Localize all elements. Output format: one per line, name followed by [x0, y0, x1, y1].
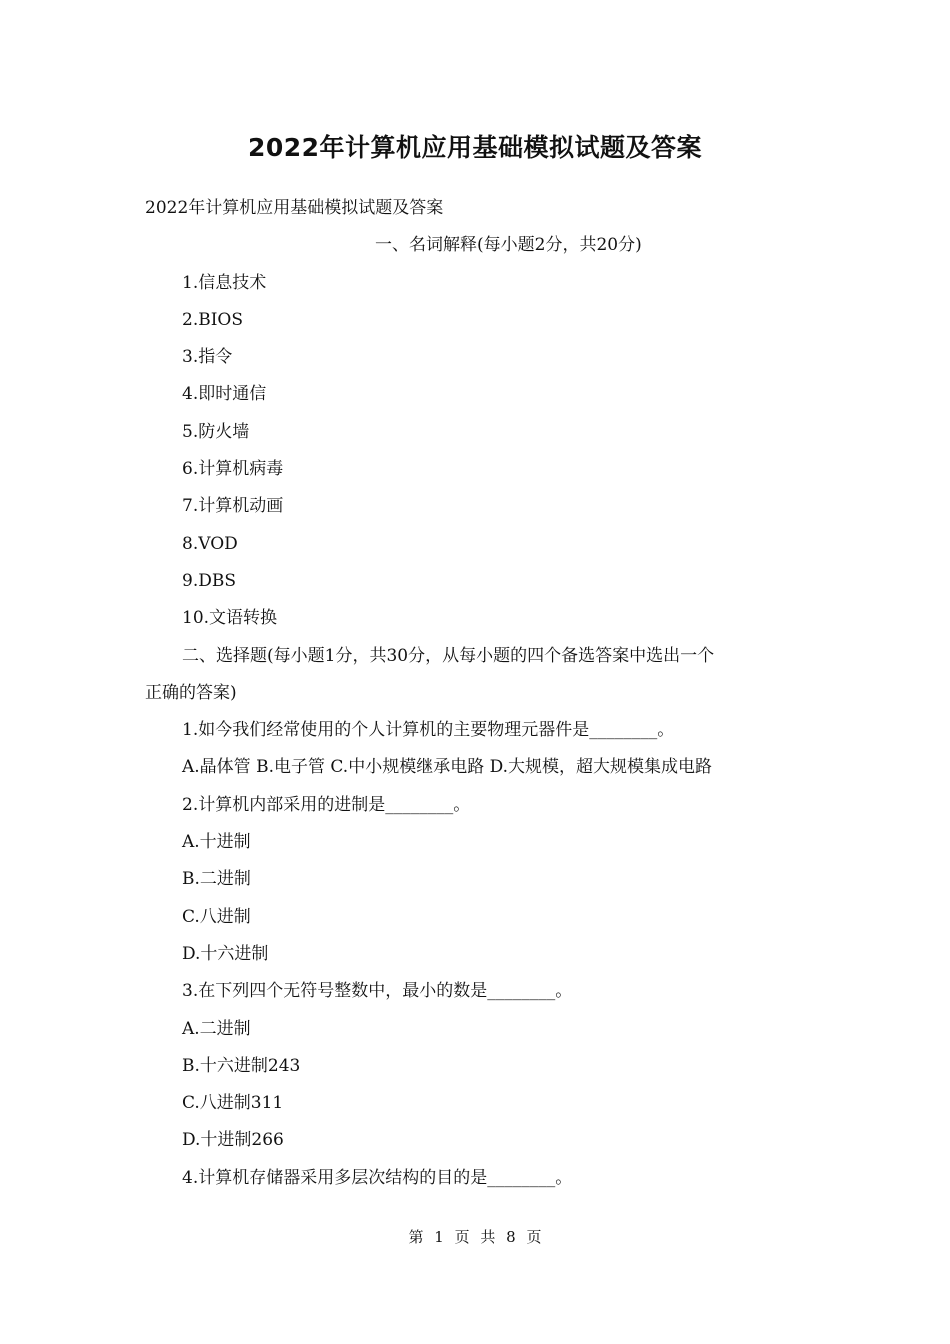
list-item: 8.VOD: [182, 533, 238, 554]
list-item: 6.计算机病毒: [182, 459, 284, 480]
question-line: 1.如今我们经常使用的个人计算机的主要物理元器件是________。: [182, 720, 675, 741]
section1-list: [145, 265, 805, 638]
list-item: 2.BIOS: [182, 309, 244, 330]
list-item: 9.DBS: [182, 570, 236, 591]
list-item: 10.文语转换: [182, 608, 278, 629]
document-subtitle: 2022年计算机应用基础模拟试题及答案: [145, 198, 444, 218]
section2-list: [145, 712, 805, 1197]
question-line: 3.在下列四个无符号整数中，最小的数是________。: [182, 981, 573, 1002]
section2-heading: 二、选择题(每小题1分，共30分，从每小题的四个备选答案中选出一个: [182, 645, 715, 666]
page-footer: 第 1 页 共 8 页: [408, 1228, 542, 1246]
list-item: 1.信息技术: [182, 272, 267, 293]
option-line: D.十六进制: [182, 943, 269, 964]
option-line: C.八进制311: [182, 1093, 284, 1114]
list-item: 5.防火墙: [182, 421, 250, 442]
document-body: [145, 190, 805, 1197]
option-line: A.二进制: [182, 1018, 251, 1039]
option-line: D.十进制266: [182, 1130, 284, 1151]
option-line: A.十进制: [182, 832, 251, 853]
question-line: 4.计算机存储器采用多层次结构的目的是________。: [182, 1167, 573, 1188]
section2-heading-cont: 正确的答案): [145, 682, 237, 703]
list-item: 7.计算机动画: [182, 496, 284, 517]
document-title: 2022年计算机应用基础模拟试题及答案: [247, 133, 703, 162]
list-item: 3.指令: [182, 347, 233, 368]
section1-heading: 一、名词解释(每小题2分，共20分): [375, 235, 642, 256]
option-line: C.八进制: [182, 906, 251, 927]
question-line: 2.计算机内部采用的进制是________。: [182, 794, 471, 815]
option-line: A.晶体管 B.电子管 C.中小规模继承电路 D.大规模，超大规模集成电路: [182, 757, 713, 778]
option-line: B.二进制: [182, 869, 251, 890]
option-line: B.十六进制243: [182, 1055, 301, 1076]
list-item: 4.即时通信: [182, 384, 267, 405]
